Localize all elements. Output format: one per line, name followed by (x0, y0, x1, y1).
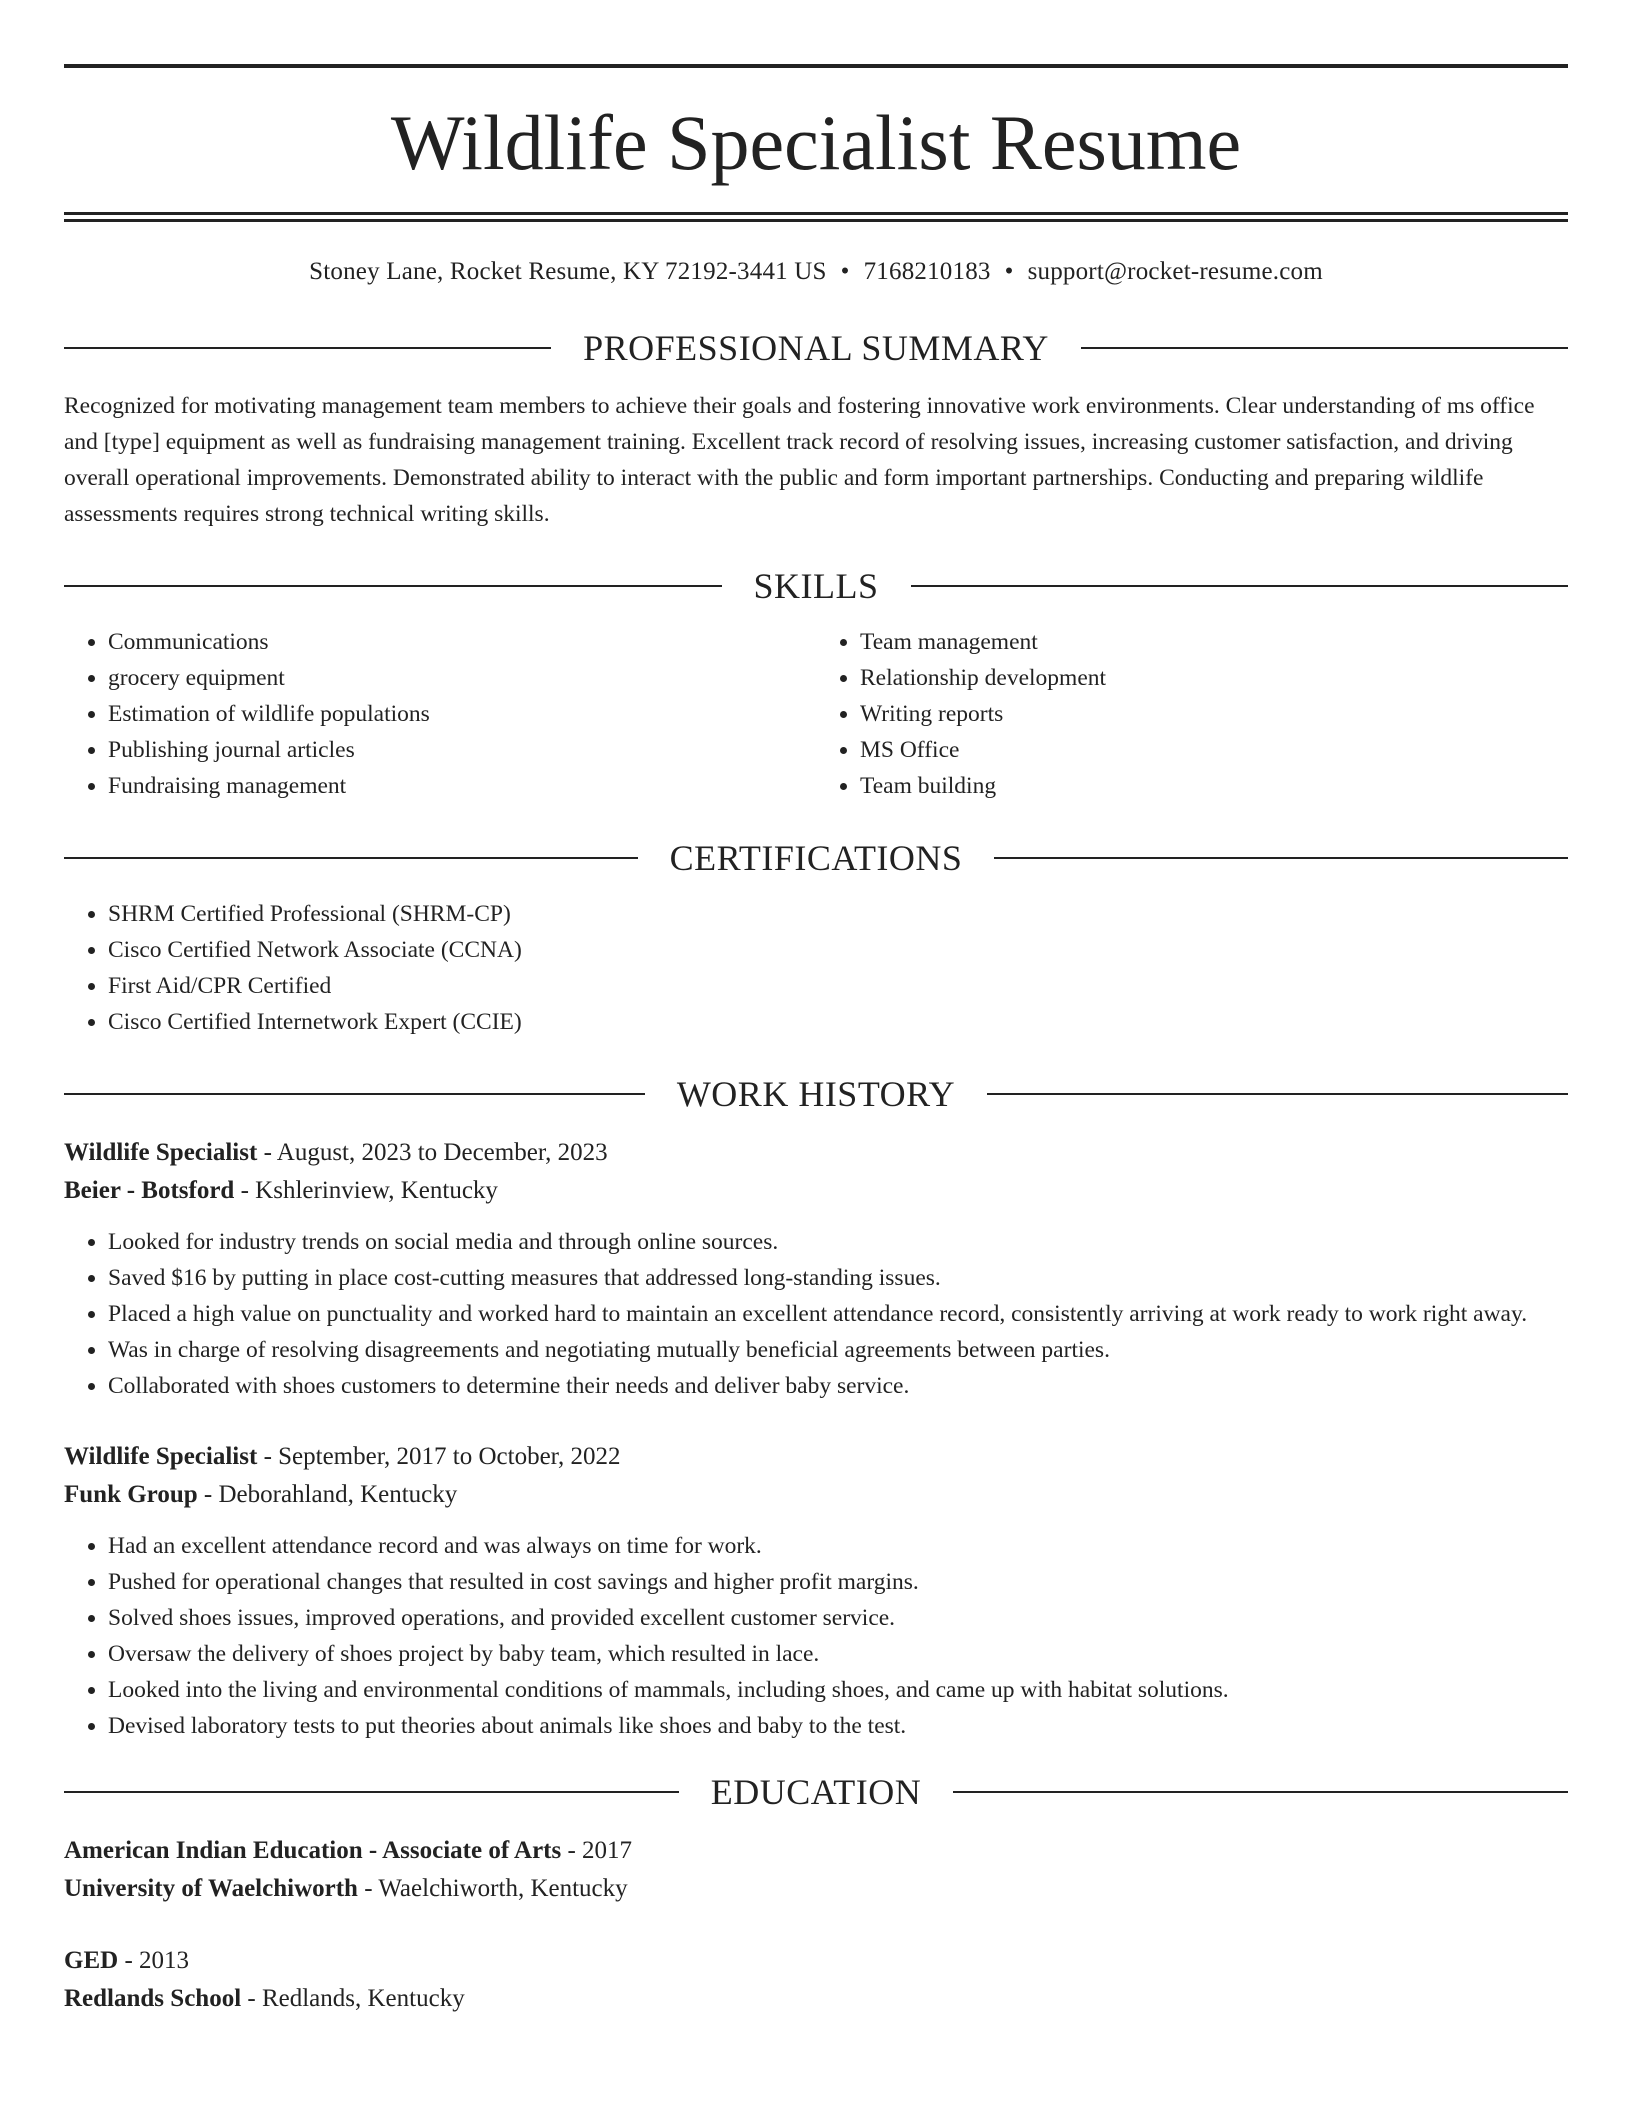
skill-item: • Writing reports (860, 696, 1568, 732)
contact-separator: • (1004, 258, 1014, 285)
section-rule (994, 857, 1568, 859)
education-entry (64, 1832, 1568, 1908)
job-bullet: • Looked into the living and environmental conditions of mammals, including shoes, and came up with habitat solutions. (108, 1672, 1568, 1708)
top-rule (64, 64, 1568, 68)
contact-email: support@rocket-resume.com (1027, 258, 1323, 285)
certification-item: • Cisco Certified Internetwork Expert (CCIE) (108, 1004, 1568, 1040)
job-location: - Kshlerinview, Kentucky (234, 1177, 498, 1204)
job-title-line (64, 1438, 1568, 1476)
job-company-line (64, 1476, 1568, 1514)
section-rule (987, 1093, 1568, 1095)
skill-item: • MS Office (860, 732, 1568, 768)
job-bullet: • Pushed for operational changes that resulted in cost savings and higher profit margins. (108, 1564, 1568, 1600)
section-header-certifications (64, 840, 1568, 876)
education-location: - Waelchiworth, Kentucky (357, 1875, 628, 1902)
job-bullet: • Oversaw the delivery of shoes project by baby team, which resulted in lace. (108, 1636, 1568, 1672)
education-degree-line (64, 1832, 1568, 1870)
resume-page (64, 64, 1568, 2018)
certification-item: • Cisco Certified Network Associate (CCNA) (108, 932, 1568, 968)
section-rule (953, 1791, 1568, 1793)
job-dates: - September, 2017 to October, 2022 (257, 1443, 621, 1470)
education-year: - 2017 (561, 1837, 633, 1864)
education-degree-line (64, 1942, 1568, 1980)
job-bullet: • Was in charge of resolving disagreements and negotiating mutually beneficial agreements between parties. (108, 1332, 1568, 1368)
section-rule (64, 857, 638, 859)
skills-column-right (816, 624, 1568, 804)
job-company-line (64, 1172, 1568, 1210)
education-school: University of Waelchiworth (64, 1875, 358, 1902)
education-school: Redlands School (64, 1985, 242, 2012)
job-bullet: • Saved $16 by putting in place cost-cutting measures that addressed long-standing issues. (108, 1260, 1568, 1296)
certification-item: • SHRM Certified Professional (SHRM-CP) (108, 896, 1568, 932)
job-bullet: • Placed a high value on punctuality and worked hard to maintain an excellent attendance record, consistently arriving at work ready to work right away. (108, 1296, 1568, 1332)
job-bullets (64, 1224, 1568, 1404)
contact-separator: • (840, 258, 850, 285)
section-rule (64, 347, 551, 349)
skill-item: • Communications (108, 624, 816, 660)
skill-item: • Team building (860, 768, 1568, 804)
skill-item: • Team management (860, 624, 1568, 660)
skill-item: • Publishing journal articles (108, 732, 816, 768)
job-bullet: • Looked for industry trends on social media and through online sources. (108, 1224, 1568, 1260)
education-school-line (64, 1980, 1568, 2018)
skills-column-left (64, 624, 816, 804)
section-title: SKILLS (753, 566, 879, 606)
section-header-education (64, 1774, 1568, 1810)
education-location: - Redlands, Kentucky (241, 1985, 465, 2012)
section-rule (1081, 347, 1568, 349)
education-entry (64, 1942, 1568, 2018)
section-header-work-history (64, 1076, 1568, 1112)
job-title: Wildlife Specialist (64, 1139, 258, 1166)
section-header-skills (64, 568, 1568, 604)
job-entry (64, 1438, 1568, 1744)
section-title: CERTIFICATIONS (669, 838, 963, 878)
certifications-list (64, 896, 1568, 1040)
job-location: - Deborahland, Kentucky (197, 1481, 458, 1508)
section-rule (64, 585, 722, 587)
job-bullet: • Collaborated with shoes customers to determine their needs and deliver baby service. (108, 1368, 1568, 1404)
contact-address: Stoney Lane, Rocket Resume, KY 72192-3441 US (309, 258, 827, 285)
job-dates: - August, 2023 to December, 2023 (257, 1139, 608, 1166)
section-title: WORK HISTORY (676, 1074, 956, 1114)
job-bullets (64, 1528, 1568, 1744)
section-title: PROFESSIONAL SUMMARY (583, 328, 1049, 368)
job-bullet: • Had an excellent attendance record and was always on time for work. (108, 1528, 1568, 1564)
job-title-line (64, 1134, 1568, 1172)
skill-item: • Relationship development (860, 660, 1568, 696)
summary-text: Recognized for motivating management team members to achieve their goals and fostering innovative work environments. Clear understanding of ms office and [type] equipment as well as fundraising management training. Excellent track record of resolving issues, increasing customer satisfaction, and driving overall operational improvements. Demonstrated ability to interact with the public and form important partnerships. Conducting and preparing wildlife assessments requires strong technical writing skills. (64, 393, 1535, 527)
title-double-rule (64, 212, 1568, 222)
contact-phone: 7168210183 (863, 258, 991, 285)
skill-item: • Fundraising management (108, 768, 816, 804)
education-year: - 2013 (118, 1947, 190, 1974)
section-rule (911, 585, 1569, 587)
job-bullet: • Devised laboratory tests to put theories about animals like shoes and baby to the test. (108, 1708, 1568, 1744)
section-rule (64, 1093, 645, 1095)
section-rule (64, 1791, 679, 1793)
contact-line (64, 258, 1568, 286)
skill-item: • grocery equipment (108, 660, 816, 696)
section-title: EDUCATION (710, 1772, 922, 1812)
skills-list (64, 624, 1568, 804)
job-entry (64, 1134, 1568, 1404)
job-bullet: • Solved shoes issues, improved operations, and provided excellent customer service. (108, 1600, 1568, 1636)
skill-item: • Estimation of wildlife populations (108, 696, 816, 732)
job-company: Beier - Botsford (64, 1177, 235, 1204)
certification-item: • First Aid/CPR Certified (108, 968, 1568, 1004)
section-header-summary (64, 330, 1568, 366)
education-school-line (64, 1870, 1568, 1908)
education-degree: GED (64, 1947, 119, 1974)
job-title: Wildlife Specialist (64, 1443, 258, 1470)
page-title: Wildlife Specialist Resume (390, 99, 1242, 186)
education-degree: American Indian Education - Associate of Arts (64, 1837, 562, 1864)
job-company: Funk Group (64, 1481, 198, 1508)
